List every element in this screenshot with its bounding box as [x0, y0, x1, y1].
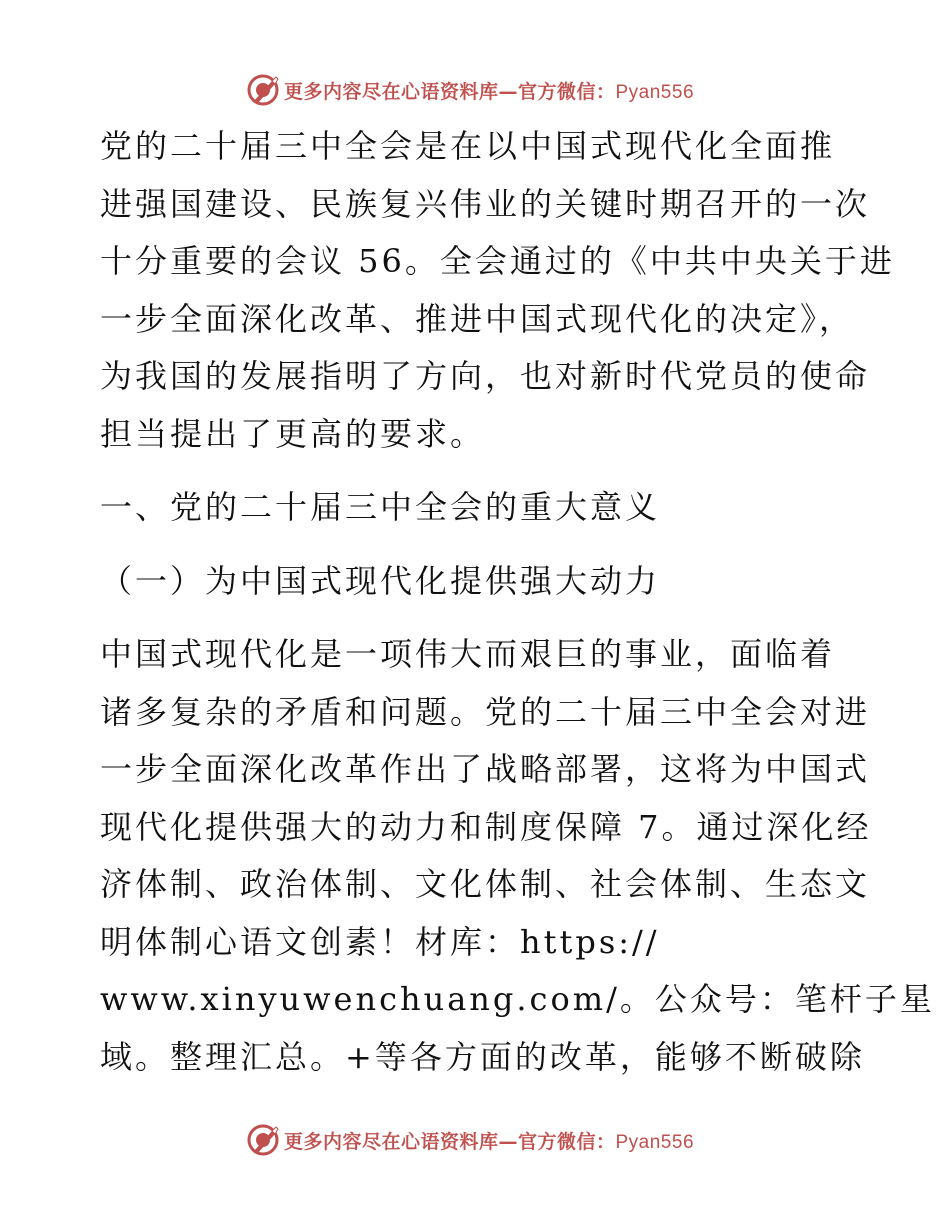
header-banner	[0, 70, 950, 110]
para2-line: 一步全面深化改革作出了战略部署，这将为中国式	[100, 750, 871, 788]
pen-logo-icon	[246, 73, 280, 107]
spacer	[100, 610, 860, 626]
spacer	[100, 463, 860, 479]
section-heading: 一、党的二十届三中全会的重大意义	[100, 488, 661, 526]
para1-line: 为我国的发展指明了方向，也对新时代党员的使命	[100, 357, 871, 395]
footer-banner-wechat-id: Pyan556	[615, 1131, 695, 1153]
para1-line: 担当提出了更高的要求。	[100, 414, 486, 453]
subsection-heading: （一）为中国式现代化提供强大动力	[100, 561, 661, 600]
header-banner-text	[284, 77, 694, 104]
footer-banner-text	[284, 1127, 694, 1154]
footer-banner-wechat-label: 官方微信：	[517, 1130, 616, 1153]
pen-logo-icon	[246, 1123, 280, 1157]
para2-line: 诸多复杂的矛盾和问题。党的二十届三中全会对进	[100, 692, 871, 731]
para2-line: 域。整理汇总。+等各方面的改革，能够不断破除	[100, 1037, 865, 1076]
document-body	[100, 118, 935, 1086]
para2-line: 济体制、政治体制、文化体制、社会体制、生态文	[100, 865, 871, 903]
para2-line: 现代化提供强大的动力和制度保障 7。通过深化经	[100, 807, 872, 846]
header-banner-dash: —	[498, 80, 518, 103]
spacer	[100, 537, 860, 553]
footer-banner-title: 更多内容尽在心语资料库	[283, 1130, 499, 1153]
para1-line: 十分重要的会议 56。全会通过的《中共中央关于进	[100, 242, 895, 280]
header-banner-wechat-id: Pyan556	[615, 81, 695, 103]
para1-line: 一步全面深化改革、推进中国式现代化的决定》，	[100, 299, 855, 338]
para2-line: 中国式现代化是一项伟大而艰巨的事业，面临着	[100, 635, 836, 673]
para2-line: www.xinyuwenchuang.com/。公众号：笔杆子星	[100, 980, 935, 1018]
header-banner-wechat-label: 官方微信：	[517, 80, 616, 103]
footer-banner	[0, 1120, 950, 1160]
footer-banner-dash: —	[498, 1130, 518, 1153]
para2-line: 明体制心语文创素！材库：https://	[100, 922, 660, 961]
para1-line: 进强国建设、民族复兴伟业的关键时期召开的一次	[100, 184, 871, 223]
para1-line: 党的二十届三中全会是在以中国式现代化全面推	[100, 127, 836, 165]
header-banner-title: 更多内容尽在心语资料库	[283, 80, 499, 103]
